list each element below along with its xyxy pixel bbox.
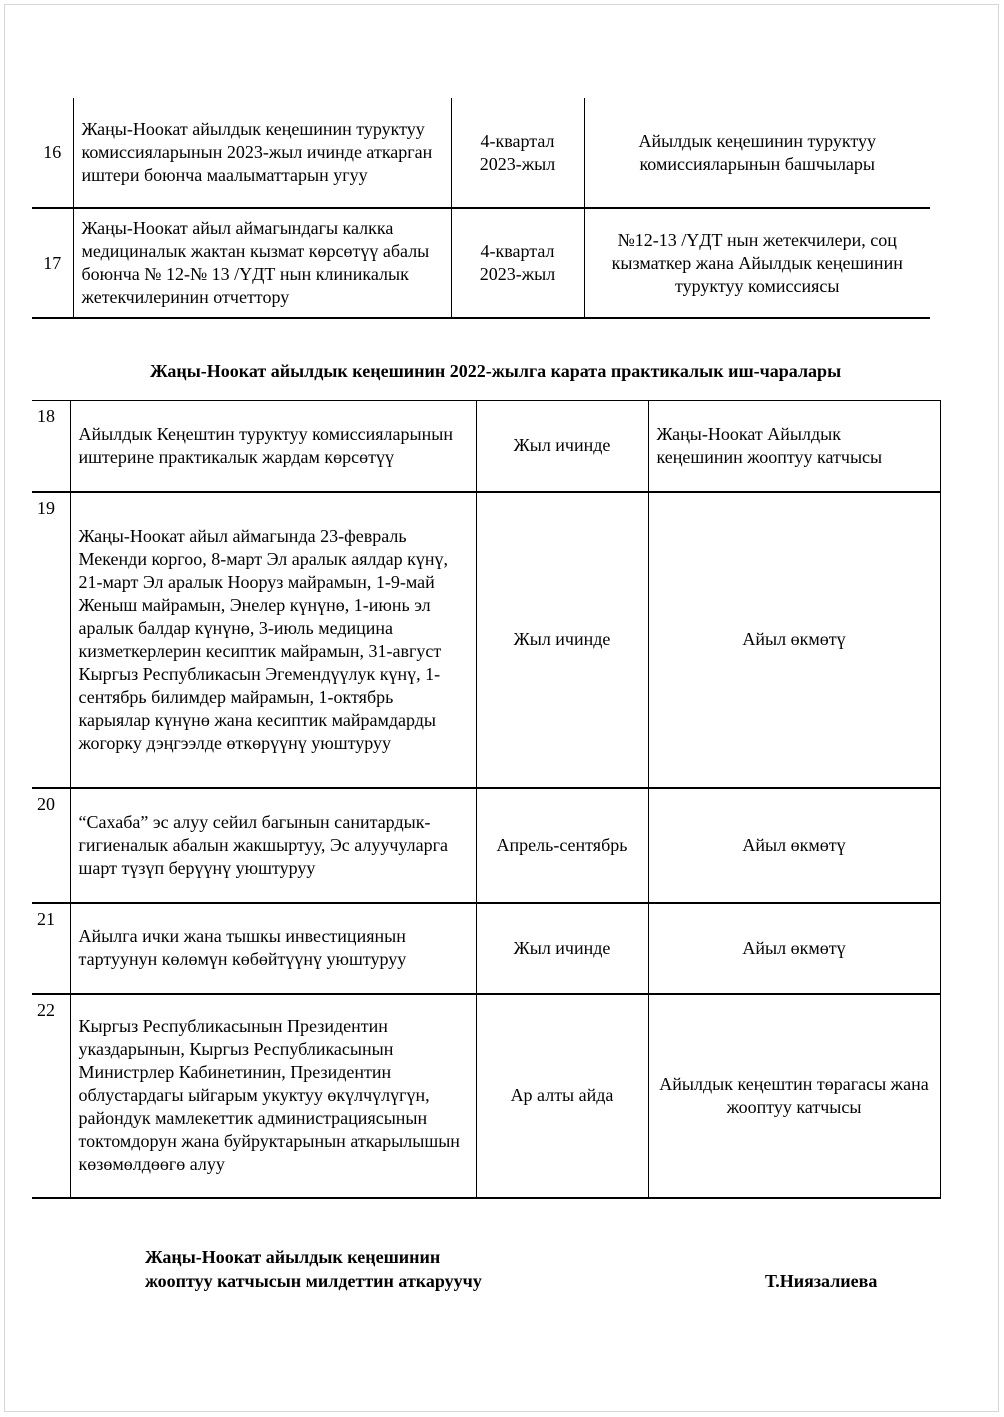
table-row	[32, 903, 940, 994]
table-row	[32, 208, 930, 318]
practical-measures-table	[32, 400, 941, 1199]
responsible-text: Айыл өкмөтү	[648, 492, 940, 788]
task-text: Жаңы-Ноокат айыл аймагында 23-февраль Мекенди коргоо, 8-март Эл аралык аялдар күнү, 21-март Эл аралык Нооруз майрамын, 1-9-май Женыш майрамын, Энелер күнүнө, 1-июнь эл аралык балдар күнүнө, 3-июль медицина кизметкерлерин кесиптик майрамын, 31-август Кыргыз Республикасын Эгемендүүлук күнү, 1-сентябрь билимдер майрамын, 1-октябрь карыялар күнүнө жана кесиптик майрамдарды жогорку дэңгээлде өткөрүүнү уюштуруу	[70, 492, 476, 788]
task-text: Айылдык Кеңештин туруктуу комиссияларынын иштерине практикалык жардам көрсөтүү	[70, 401, 476, 492]
row-number: 21	[32, 903, 70, 994]
task-text: “Сахаба” эс алуу сейил багынын санитардык-гигиеналык абалын жакшыртуу, Эс алуучуларга шарт түзүп берүүнү уюштуруу	[70, 788, 476, 903]
term-text: Жыл ичинде	[476, 492, 648, 788]
responsible-text: Айылдык кеңешинин туруктуу комиссияларынын башчылары	[584, 98, 930, 208]
task-text: Айылга ички жана тышкы инвестициянын тартуунун көлөмүн көбөйтүүнү уюштуруу	[70, 903, 476, 994]
responsible-text: Айыл өкмөтү	[648, 903, 940, 994]
responsible-text: Жаңы-Ноокат Айылдык кеңешинин жооптуу катчысы	[648, 401, 940, 492]
task-text: Кыргыз Республикасынын Президентин указдарынын, Кыргыз Республикасынын Министрлер Кабинетинин, Президентин облустардагы ыйгарым укуктуу өкүлчүлүгүн, райондук мамлекеттик администрациясынын токтомдорун жана буйруктарынын аткарылышын көзөмөлдөөгө алуу	[70, 994, 476, 1198]
table-row	[32, 492, 940, 788]
term-text: Жыл ичинде	[476, 903, 648, 994]
term-text: Ар алты айда	[476, 994, 648, 1198]
row-number: 20	[32, 788, 70, 903]
term-text: 4-квартал 2023-жыл	[451, 208, 584, 318]
term-text: Жыл ичинде	[476, 401, 648, 492]
responsible-text: Айыл өкмөтү	[648, 788, 940, 903]
row-number: 16	[43, 142, 62, 162]
responsible-text: №12-13 /ҮДТ нын жетекчилери, соц кызматкер жана Айылдык кеңешинин туруктуу комиссиясы	[584, 208, 930, 318]
plan-table-continued	[32, 98, 930, 319]
row-number: 17	[43, 252, 62, 273]
task-text: Жаңы-Ноокат айыл аймагындагы калкка медициналык жактан кызмат көрсөтүү абалы боюнча № 12-№ 13 /ҮДТ нын клиникалык жетекчилеринин отчеттору	[73, 208, 451, 318]
signature-position	[145, 1245, 482, 1293]
term-text: 4-квартал 2023-жыл	[451, 98, 584, 208]
term-text: Апрель-сентябрь	[476, 788, 648, 903]
signature-line-2: жооптуу катчысын милдеттин аткаруучу	[145, 1271, 482, 1291]
section-heading: Жаңы-Ноокат айылдык кеңешинин 2022-жылга карата практикалык иш-чаралары	[150, 361, 842, 381]
table-row	[32, 994, 940, 1198]
signature-name: Т.Ниязалиева	[765, 1271, 878, 1291]
row-number: 18	[32, 401, 70, 492]
responsible-text: Айылдык кеңештин төрагасы жана жооптуу катчысы	[648, 994, 940, 1198]
table-row	[32, 401, 940, 492]
table-row	[32, 788, 940, 903]
row-number: 19	[32, 492, 70, 788]
row-number: 22	[32, 994, 70, 1198]
task-text: Жаңы-Ноокат айылдык кеңешинин туруктуу комиссияларынын 2023-жыл ичинде аткарган иштери боюнча маалыматтарын угуу	[73, 98, 451, 208]
signature-line-1: Жаңы-Ноокат айылдык кеңешинин	[145, 1247, 441, 1267]
table-row	[32, 98, 930, 208]
